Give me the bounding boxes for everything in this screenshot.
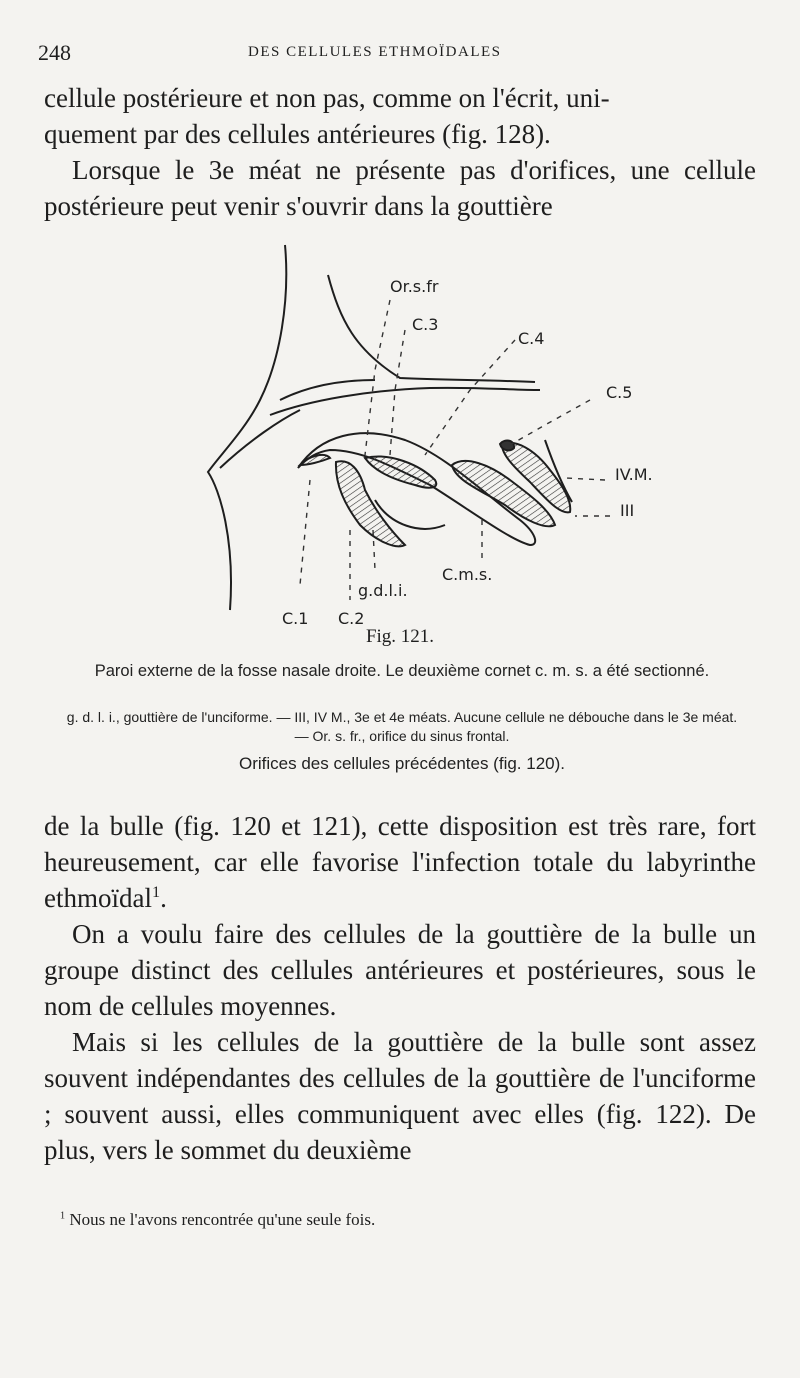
label-gdli: g.d.l.i.	[358, 581, 408, 600]
figure-number: Fig. 121.	[365, 626, 435, 647]
anatomical-figure	[190, 240, 710, 630]
leader-c1	[300, 480, 310, 585]
roof-line-2	[270, 388, 540, 415]
page-header	[38, 36, 758, 66]
label-cms: C.m.s.	[442, 565, 493, 584]
text-line: quement par des cellules antérieures (fig. 128).	[44, 119, 551, 149]
running-title: DES CELLULES ETHMOÏDALES	[248, 44, 502, 60]
text-block-top	[44, 80, 756, 224]
label-c5: C.5	[606, 383, 633, 402]
leader-c4	[425, 340, 515, 455]
leader-or-s-fr	[365, 300, 390, 455]
page-number: 248	[38, 40, 71, 65]
label-c3: C.3	[412, 315, 439, 334]
paragraph-continued	[44, 80, 756, 152]
paragraph: Mais si les cellules de la gouttière de la bulle sont assez souvent indépendantes des cellules de la gouttière de l'unciforme ; souvent aussi, elles communiquent avec elles (fig. 122). De plus, vers le sommet du deuxième	[44, 1027, 756, 1165]
label-iii: III	[620, 501, 635, 520]
paragraph-continued: de la bulle (fig. 120 et 121), cette disposition est très rare, fort heureusement, car elle favorise l'infection totale du labyrinthe ethmoïdal$^1$.	[44, 811, 756, 913]
text-line: cellule postérieure et non pas, comme on l'écrit, uni-	[44, 83, 610, 113]
paragraph: Lorsque le 3e méat ne présente pas d'orifices, une cellule postérieure peut venir s'ouvrir dans la gouttière	[44, 155, 756, 221]
hatched-section-2	[365, 457, 436, 488]
leader-iv-m	[565, 478, 605, 480]
paragraph: On a voulu faire des cellules de la gouttière de la bulle un groupe distinct des cellules antérieures et postérieures, sous le nom de cellules moyennes.	[44, 919, 756, 1021]
footnote	[60, 1210, 375, 1230]
label-iv-m: IV.M.	[615, 465, 653, 484]
label-or-s-fr: Or.s.fr	[390, 277, 439, 296]
paragraph-text: de la bulle (fig. 120 et 121), cette disposition est très rare, fort heureusement, car elle favorise l'infection totale du labyrinthe ethmoïdal	[44, 811, 756, 913]
label-c4: C.4	[518, 329, 545, 348]
text-block-bottom	[44, 808, 756, 1168]
orifice-c5	[500, 441, 514, 451]
label-c1: C.1	[282, 609, 309, 628]
figure-caption-legend: g. d. l. i., gouttière de l'unciforme. — III, IV M., 3e et 4e méats. Aucune cellule ne débouche dans le 3e méat. — Or. s. fr., orifice du sinus frontal.	[66, 709, 738, 744]
footnote-mark: 1	[60, 1210, 66, 1222]
footnote-reference: 1	[151, 883, 161, 901]
nasal-wall-outline	[208, 245, 286, 610]
cribriform-line	[220, 410, 300, 468]
roof-line	[280, 380, 375, 400]
figure-caption-note: Orifices des cellules précédentes (fig. 120).	[239, 754, 565, 773]
footnote-text: Nous ne l'avons rencontrée qu'une seule fois.	[69, 1210, 376, 1229]
label-c2: C.2	[338, 609, 365, 628]
figure-caption-title: Paroi externe de la fosse nasale droite. Le deuxième cornet c. m. s. a été sectionné.	[94, 662, 710, 680]
leader-c5	[510, 400, 590, 445]
orifice-c1	[300, 455, 330, 465]
